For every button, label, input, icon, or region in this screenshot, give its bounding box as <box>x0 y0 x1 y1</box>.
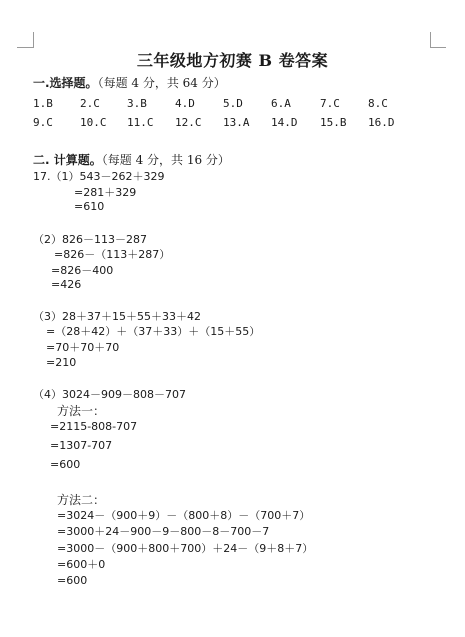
problem-line: （3）28＋37＋15＋55＋33＋42 <box>33 310 201 323</box>
problem-line: 17.（1）543－262＋329 <box>33 170 165 183</box>
working-line: =1307-707 <box>50 439 113 452</box>
answer-item: 15.B <box>320 116 347 129</box>
working-line: =281＋329 <box>74 186 137 199</box>
page-title: 三年级地方初赛 B 卷答案 <box>136 51 329 70</box>
section-2-label: 二. 计算题。 <box>33 153 102 167</box>
problem-line: （4）3024－909－808－707 <box>33 388 186 401</box>
answer-item: 12.C <box>175 116 202 129</box>
answer-item: 6.A <box>271 97 291 110</box>
section-1-scoring: （每题 4 分，共 64 分） <box>97 76 226 90</box>
answer-item: 13.A <box>223 116 250 129</box>
answer-item: 1.B <box>33 97 53 110</box>
answer-item: 5.D <box>223 97 243 110</box>
problem-line: （2）826－113－287 <box>33 233 147 246</box>
answer-item: 16.D <box>368 116 395 129</box>
working-line: =826－400 <box>51 264 114 277</box>
section-1-label: 一.选择题。 <box>33 76 98 90</box>
working-line: =3024－（900＋9）－（800＋8）－（700＋7） <box>57 509 311 522</box>
working-line: =600 <box>50 458 81 471</box>
section-2-scoring: （每题 4 分，共 16 分） <box>101 153 230 167</box>
answer-item: 10.C <box>80 116 107 129</box>
working-line: =600 <box>57 574 88 587</box>
working-line: =210 <box>46 356 77 369</box>
working-line: =610 <box>74 200 105 213</box>
answer-item: 14.D <box>271 116 298 129</box>
working-line: =（28＋42）＋（37＋33）＋（15＋55） <box>46 325 261 338</box>
working-line: =3000－（900＋800＋700）＋24－（9＋8＋7） <box>57 542 314 555</box>
working-line: =3000＋24－900－9－800－8－700－7 <box>57 525 270 538</box>
working-line: =2115-808-707 <box>50 420 138 433</box>
answer-item: 11.C <box>127 116 154 129</box>
answer-item: 9.C <box>33 116 53 129</box>
crop-mark-top-left <box>33 32 34 48</box>
answer-item: 7.C <box>320 97 340 110</box>
working-line: =426 <box>51 278 82 291</box>
section-2-heading <box>33 151 230 168</box>
method-label: 方法二： <box>57 493 106 507</box>
answer-item: 2.C <box>80 97 100 110</box>
working-line: =70＋70＋70 <box>46 341 120 354</box>
answer-item: 4.D <box>175 97 195 110</box>
answer-item: 3.B <box>127 97 147 110</box>
crop-mark-top-right <box>430 32 431 48</box>
method-label: 方法一： <box>57 404 106 418</box>
section-1-heading <box>33 74 226 91</box>
working-line: =826－（113＋287） <box>54 248 171 261</box>
answer-item: 8.C <box>368 97 388 110</box>
working-line: =600＋0 <box>57 558 106 571</box>
